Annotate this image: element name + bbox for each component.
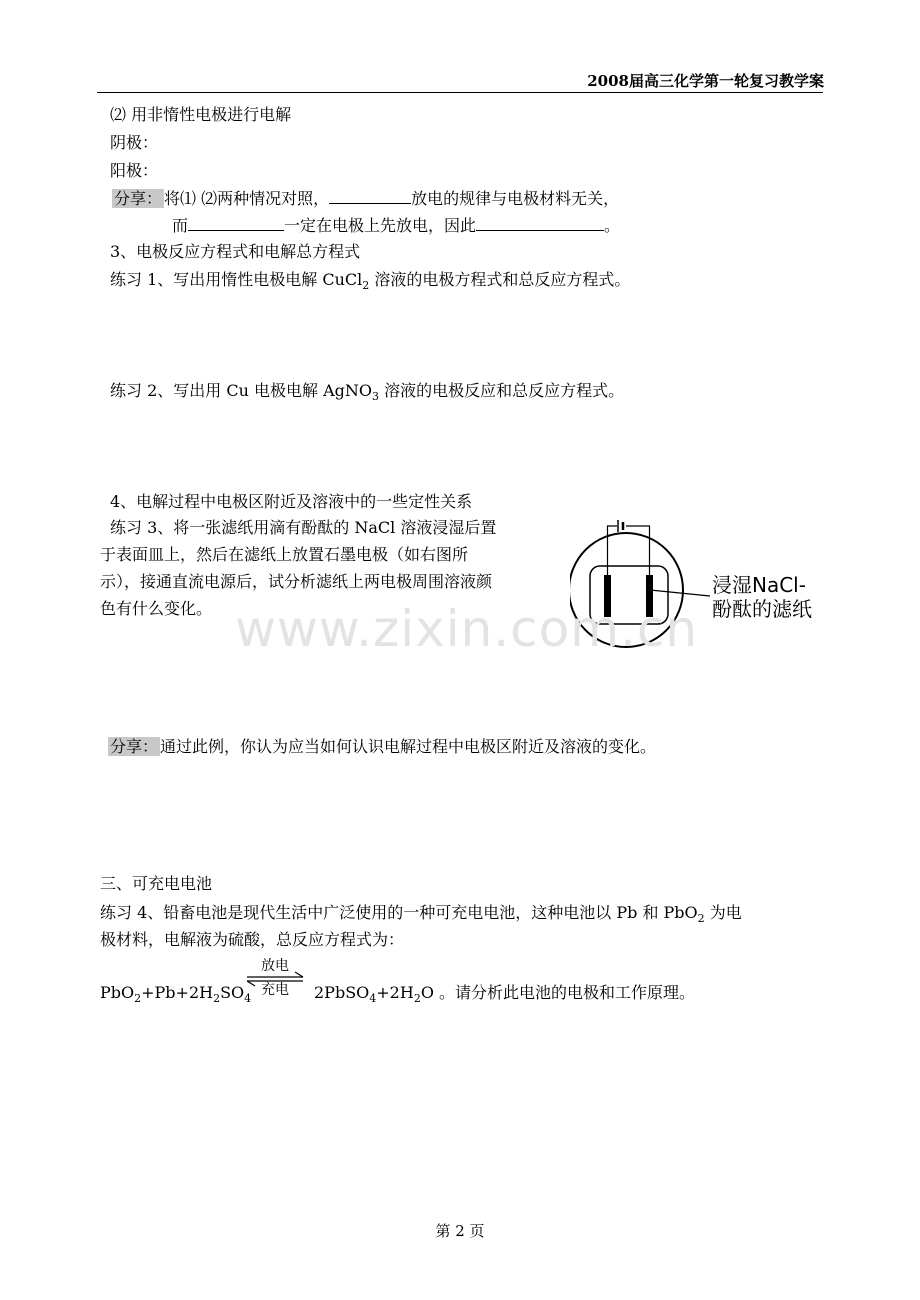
- page-number: 第 2 页: [435, 1222, 485, 1240]
- header-title: 2008届高三化学第一轮复习教学案: [587, 72, 824, 90]
- share1-text-c: 而: [172, 216, 189, 235]
- arrow-label-discharge: 放电: [261, 958, 289, 974]
- share2-text: 通过此例，你认为应当如何认识电解过程中电极区附近及溶液的变化。: [160, 737, 657, 756]
- eq-sub: 2: [213, 992, 221, 1006]
- header-rule: [97, 92, 823, 93]
- equation-right: [314, 982, 695, 1004]
- figure-label-1: 浸湿NaCl-: [712, 573, 806, 597]
- exercise-4-line2: 极材料，电解液为硫酸，总反应方程式为：: [100, 930, 405, 949]
- reversible-arrow: [243, 958, 307, 1004]
- figure-label-2: 酚酞的滤纸: [712, 597, 812, 621]
- eq-part: +Pb+2H: [141, 983, 214, 1002]
- watermark: www.zixin.com.cn: [235, 600, 699, 658]
- eq-part: 2PbSO: [314, 983, 370, 1002]
- exercise-3-line3: 示），接通直流电源后，试分析滤纸上两电极周围溶液颜: [100, 572, 493, 591]
- exercise-2-text-b: 溶液的电极反应和总反应方程式。: [379, 381, 625, 400]
- share1-text-e: 。: [604, 216, 621, 235]
- eq-part: O: [420, 983, 434, 1002]
- section3-heading: 三、可充电电池: [100, 874, 213, 893]
- exercise-2-text-a: 练习 2、写出用 Cu 电极电解 AgNO: [110, 381, 372, 400]
- answer-blank: [476, 214, 604, 231]
- exercise-4-line1: [100, 902, 742, 924]
- eq-part: SO: [220, 983, 245, 1002]
- answer-blank: [329, 187, 411, 204]
- equation-left: [100, 982, 251, 1004]
- section2-heading: ⑵ 用非惰性电极进行电解: [110, 105, 292, 124]
- anode-label: 阳极：: [110, 161, 159, 180]
- eq-sub: 2: [413, 992, 421, 1006]
- exercise-2: [110, 380, 624, 402]
- share1-line1: [112, 187, 619, 210]
- share1-text-a: 将⑴ ⑵两种情况对照，: [164, 189, 330, 208]
- eq-sub: 4: [244, 992, 252, 1006]
- eq-sub: 4: [369, 992, 377, 1006]
- exercise-4-text-b: 为电: [704, 903, 742, 922]
- exercise-3-line1: 练习 3、将一张滤纸用滴有酚酞的 NaCl 溶液浸湿后置: [110, 518, 497, 537]
- cathode-label: 阴极：: [110, 133, 159, 152]
- exercise-4-sub: 2: [697, 912, 705, 926]
- eq-sub: 2: [134, 992, 142, 1006]
- exercise-2-sub: 3: [372, 390, 379, 404]
- share2: [108, 736, 656, 758]
- exercise-4-text-a: 练习 4、铅畜电池是现代生活中广泛使用的一种可充电电池，这种电池以 Pb 和 PbO: [100, 903, 698, 922]
- share1-text-d: 一定在电极上先放电，因此: [284, 216, 477, 235]
- exercise-3-line2: 于表面皿上，然后在滤纸上放置石墨电极（如右图所: [100, 545, 469, 564]
- exercise-1: [110, 269, 630, 291]
- eq-tail: 。请分析此电池的电极和工作原理。: [433, 983, 696, 1002]
- eq-part: +2H: [376, 983, 414, 1002]
- share1-line2: [172, 214, 620, 237]
- eq-part: PbO: [100, 983, 135, 1002]
- share-tag: 分享：: [110, 737, 159, 756]
- share-tag: 分享：: [114, 189, 163, 208]
- exercise-1-text-a: 练习 1、写出用惰性电极电解 CuCl: [110, 270, 363, 289]
- heading-3: 3、电极反应方程式和电解总方程式: [110, 242, 361, 261]
- exercise-3-line4: 色有什么变化。: [100, 599, 213, 618]
- pointer-line: [650, 590, 710, 596]
- answer-blank: [188, 214, 284, 231]
- heading-4: 4、电解过程中电极区附近及溶液中的一些定性关系: [110, 492, 473, 511]
- arrow-label-charge: 充电: [261, 982, 289, 998]
- exercise-1-sub: 2: [362, 279, 370, 293]
- exercise-1-text-b: 溶液的电极方程式和总反应方程式。: [369, 270, 631, 289]
- share1-text-b: 放电的规律与电极材料无关，: [411, 189, 620, 208]
